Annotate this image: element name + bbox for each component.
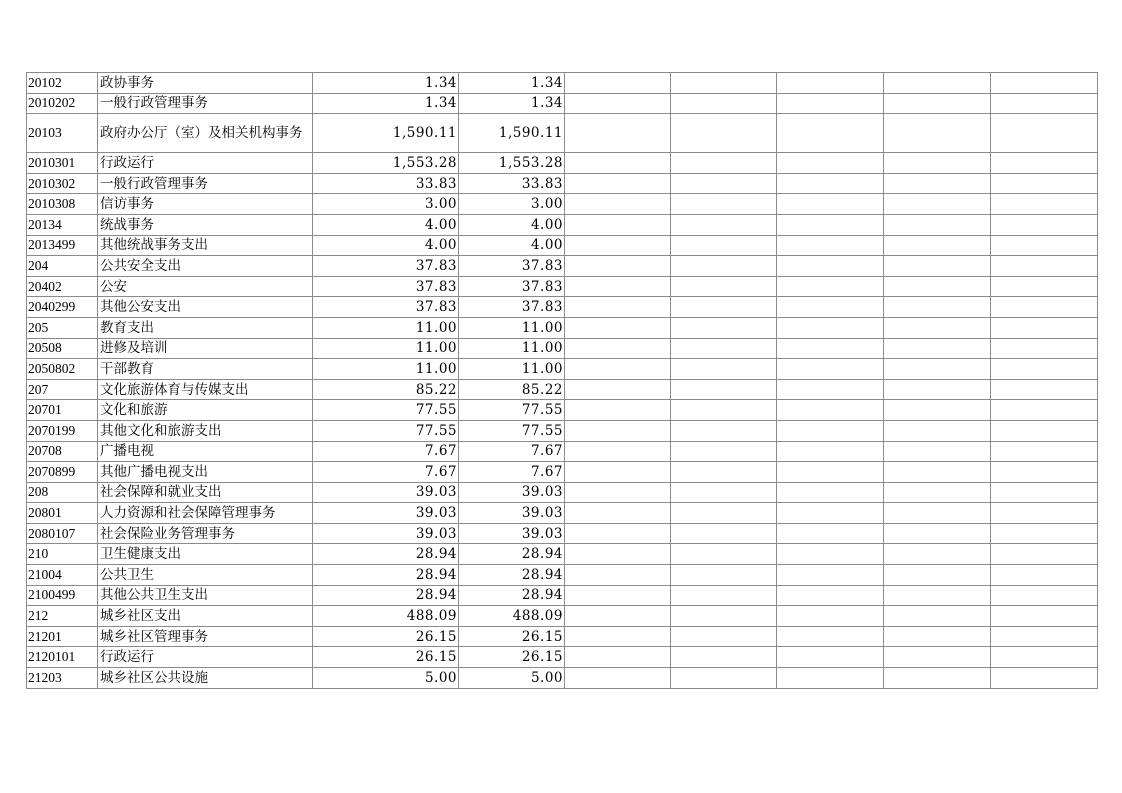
total-amount-cell: 1.34 (313, 73, 459, 94)
empty-cell (777, 420, 884, 441)
subject-name-cell: 城乡社区管理事务 (98, 626, 313, 647)
subject-name-cell: 一般行政管理事务 (98, 93, 313, 114)
table-row (27, 668, 1098, 689)
empty-cell (777, 606, 884, 627)
empty-cell (884, 256, 991, 277)
empty-cell (671, 462, 777, 483)
subject-code-cell: 20103 (27, 114, 98, 153)
empty-cell (671, 114, 777, 153)
expenditure-table (26, 72, 1098, 689)
empty-cell (884, 276, 991, 297)
empty-cell (777, 235, 884, 256)
total-amount-cell: 85.22 (313, 379, 459, 400)
empty-cell (671, 153, 777, 174)
empty-cell (671, 276, 777, 297)
empty-cell (777, 153, 884, 174)
total-amount-cell: 26.15 (313, 647, 459, 668)
empty-cell (991, 462, 1098, 483)
empty-cell (565, 114, 671, 153)
subject-code-cell: 2013499 (27, 235, 98, 256)
empty-cell (991, 338, 1098, 359)
empty-cell (991, 503, 1098, 524)
empty-cell (565, 153, 671, 174)
empty-cell (565, 379, 671, 400)
basic-expenditure-cell: 7.67 (459, 462, 565, 483)
empty-cell (671, 235, 777, 256)
basic-expenditure-cell: 1.34 (459, 93, 565, 114)
total-amount-cell: 39.03 (313, 523, 459, 544)
empty-cell (884, 173, 991, 194)
basic-expenditure-cell: 37.83 (459, 256, 565, 277)
empty-cell (991, 668, 1098, 689)
empty-cell (884, 503, 991, 524)
subject-name-cell: 干部教育 (98, 359, 313, 380)
empty-cell (565, 338, 671, 359)
table-row (27, 235, 1098, 256)
subject-code-cell: 2050802 (27, 359, 98, 380)
empty-cell (777, 626, 884, 647)
empty-cell (777, 297, 884, 318)
table-row (27, 523, 1098, 544)
subject-code-cell: 20701 (27, 400, 98, 421)
empty-cell (777, 379, 884, 400)
empty-cell (884, 317, 991, 338)
empty-cell (777, 585, 884, 606)
empty-cell (991, 544, 1098, 565)
empty-cell (565, 420, 671, 441)
empty-cell (777, 214, 884, 235)
empty-cell (991, 114, 1098, 153)
empty-cell (884, 379, 991, 400)
empty-cell (991, 256, 1098, 277)
empty-cell (884, 482, 991, 503)
empty-cell (777, 400, 884, 421)
table-row (27, 420, 1098, 441)
basic-expenditure-cell: 39.03 (459, 503, 565, 524)
empty-cell (777, 503, 884, 524)
empty-cell (565, 73, 671, 94)
empty-cell (671, 214, 777, 235)
empty-cell (565, 173, 671, 194)
empty-cell (884, 523, 991, 544)
subject-code-cell: 2010301 (27, 153, 98, 174)
table-row (27, 482, 1098, 503)
subject-name-cell: 其他公安支出 (98, 297, 313, 318)
empty-cell (565, 503, 671, 524)
empty-cell (884, 626, 991, 647)
empty-cell (777, 114, 884, 153)
basic-expenditure-cell: 28.94 (459, 585, 565, 606)
table-row (27, 400, 1098, 421)
empty-cell (671, 400, 777, 421)
subject-code-cell: 20708 (27, 441, 98, 462)
empty-cell (671, 173, 777, 194)
empty-cell (884, 544, 991, 565)
basic-expenditure-cell: 28.94 (459, 544, 565, 565)
table-row (27, 565, 1098, 586)
table-row (27, 503, 1098, 524)
empty-cell (565, 441, 671, 462)
subject-code-cell: 207 (27, 379, 98, 400)
empty-cell (884, 441, 991, 462)
empty-cell (884, 647, 991, 668)
empty-cell (671, 503, 777, 524)
subject-code-cell: 20402 (27, 276, 98, 297)
empty-cell (991, 235, 1098, 256)
subject-name-cell: 文化旅游体育与传媒支出 (98, 379, 313, 400)
empty-cell (565, 544, 671, 565)
empty-cell (777, 173, 884, 194)
total-amount-cell: 77.55 (313, 420, 459, 441)
empty-cell (991, 73, 1098, 94)
total-amount-cell: 37.83 (313, 256, 459, 277)
subject-name-cell: 人力资源和社会保障管理事务 (98, 503, 313, 524)
total-amount-cell: 11.00 (313, 338, 459, 359)
table-row (27, 93, 1098, 114)
total-amount-cell: 3.00 (313, 194, 459, 215)
table-row (27, 256, 1098, 277)
total-amount-cell: 28.94 (313, 585, 459, 606)
basic-expenditure-cell: 3.00 (459, 194, 565, 215)
table-row (27, 114, 1098, 153)
empty-cell (671, 297, 777, 318)
empty-cell (991, 214, 1098, 235)
empty-cell (565, 606, 671, 627)
table-row (27, 462, 1098, 483)
empty-cell (565, 214, 671, 235)
table-row (27, 214, 1098, 235)
subject-name-cell: 信访事务 (98, 194, 313, 215)
empty-cell (884, 194, 991, 215)
basic-expenditure-cell: 11.00 (459, 359, 565, 380)
empty-cell (884, 338, 991, 359)
basic-expenditure-cell: 5.00 (459, 668, 565, 689)
empty-cell (884, 668, 991, 689)
table-row (27, 544, 1098, 565)
empty-cell (884, 297, 991, 318)
empty-cell (565, 256, 671, 277)
empty-cell (991, 585, 1098, 606)
table-row (27, 626, 1098, 647)
subject-name-cell: 卫生健康支出 (98, 544, 313, 565)
subject-code-cell: 2010302 (27, 173, 98, 194)
total-amount-cell: 488.09 (313, 606, 459, 627)
subject-code-cell: 2080107 (27, 523, 98, 544)
table-row (27, 73, 1098, 94)
empty-cell (565, 93, 671, 114)
subject-name-cell: 政协事务 (98, 73, 313, 94)
empty-cell (777, 668, 884, 689)
empty-cell (671, 585, 777, 606)
subject-name-cell: 政府办公厅（室）及相关机构事务 (98, 114, 313, 153)
total-amount-cell: 4.00 (313, 235, 459, 256)
empty-cell (884, 606, 991, 627)
empty-cell (671, 420, 777, 441)
subject-name-cell: 公共卫生 (98, 565, 313, 586)
empty-cell (671, 544, 777, 565)
total-amount-cell: 33.83 (313, 173, 459, 194)
empty-cell (565, 668, 671, 689)
table-row (27, 297, 1098, 318)
subject-name-cell: 其他统战事务支出 (98, 235, 313, 256)
empty-cell (777, 359, 884, 380)
empty-cell (565, 317, 671, 338)
empty-cell (777, 93, 884, 114)
table-body (27, 73, 1098, 689)
subject-code-cell: 2070199 (27, 420, 98, 441)
basic-expenditure-cell: 37.83 (459, 297, 565, 318)
empty-cell (991, 173, 1098, 194)
empty-cell (565, 565, 671, 586)
empty-cell (884, 359, 991, 380)
total-amount-cell: 37.83 (313, 276, 459, 297)
empty-cell (565, 400, 671, 421)
empty-cell (671, 93, 777, 114)
empty-cell (671, 626, 777, 647)
subject-code-cell: 21203 (27, 668, 98, 689)
basic-expenditure-cell: 26.15 (459, 626, 565, 647)
subject-name-cell: 行政运行 (98, 647, 313, 668)
empty-cell (991, 606, 1098, 627)
basic-expenditure-cell: 11.00 (459, 338, 565, 359)
basic-expenditure-cell: 1,590.11 (459, 114, 565, 153)
basic-expenditure-cell: 1,553.28 (459, 153, 565, 174)
basic-expenditure-cell: 28.94 (459, 565, 565, 586)
empty-cell (884, 114, 991, 153)
empty-cell (671, 606, 777, 627)
basic-expenditure-cell: 4.00 (459, 235, 565, 256)
empty-cell (884, 462, 991, 483)
subject-name-cell: 公安 (98, 276, 313, 297)
subject-code-cell: 2040299 (27, 297, 98, 318)
subject-name-cell: 其他广播电视支出 (98, 462, 313, 483)
table-row (27, 194, 1098, 215)
empty-cell (671, 194, 777, 215)
total-amount-cell: 26.15 (313, 626, 459, 647)
empty-cell (671, 523, 777, 544)
empty-cell (884, 73, 991, 94)
basic-expenditure-cell: 77.55 (459, 400, 565, 421)
subject-name-cell: 城乡社区公共设施 (98, 668, 313, 689)
total-amount-cell: 1,553.28 (313, 153, 459, 174)
empty-cell (884, 235, 991, 256)
subject-code-cell: 2100499 (27, 585, 98, 606)
total-amount-cell: 28.94 (313, 544, 459, 565)
basic-expenditure-cell: 11.00 (459, 317, 565, 338)
empty-cell (777, 338, 884, 359)
empty-cell (671, 379, 777, 400)
subject-code-cell: 20134 (27, 214, 98, 235)
subject-name-cell: 行政运行 (98, 153, 313, 174)
table-row (27, 606, 1098, 627)
table-row (27, 585, 1098, 606)
empty-cell (777, 256, 884, 277)
empty-cell (777, 194, 884, 215)
subject-code-cell: 20102 (27, 73, 98, 94)
subject-name-cell: 广播电视 (98, 441, 313, 462)
subject-code-cell: 21004 (27, 565, 98, 586)
subject-code-cell: 210 (27, 544, 98, 565)
table-row (27, 276, 1098, 297)
subject-code-cell: 2070899 (27, 462, 98, 483)
empty-cell (884, 400, 991, 421)
subject-code-cell: 208 (27, 482, 98, 503)
empty-cell (991, 420, 1098, 441)
empty-cell (777, 647, 884, 668)
empty-cell (671, 441, 777, 462)
empty-cell (991, 317, 1098, 338)
empty-cell (671, 359, 777, 380)
total-amount-cell: 77.55 (313, 400, 459, 421)
subject-name-cell: 其他文化和旅游支出 (98, 420, 313, 441)
subject-code-cell: 204 (27, 256, 98, 277)
empty-cell (991, 379, 1098, 400)
empty-cell (991, 359, 1098, 380)
total-amount-cell: 39.03 (313, 482, 459, 503)
empty-cell (671, 668, 777, 689)
empty-cell (991, 626, 1098, 647)
empty-cell (671, 565, 777, 586)
total-amount-cell: 39.03 (313, 503, 459, 524)
empty-cell (777, 544, 884, 565)
empty-cell (884, 214, 991, 235)
empty-cell (565, 462, 671, 483)
subject-code-cell: 2010308 (27, 194, 98, 215)
table-row (27, 173, 1098, 194)
subject-code-cell: 20508 (27, 338, 98, 359)
subject-code-cell: 2010202 (27, 93, 98, 114)
basic-expenditure-cell: 77.55 (459, 420, 565, 441)
subject-code-cell: 212 (27, 606, 98, 627)
basic-expenditure-cell: 26.15 (459, 647, 565, 668)
empty-cell (884, 565, 991, 586)
subject-code-cell: 205 (27, 317, 98, 338)
empty-cell (991, 276, 1098, 297)
basic-expenditure-cell: 4.00 (459, 214, 565, 235)
subject-name-cell: 社会保险业务管理事务 (98, 523, 313, 544)
empty-cell (991, 400, 1098, 421)
total-amount-cell: 4.00 (313, 214, 459, 235)
table-row (27, 317, 1098, 338)
empty-cell (884, 420, 991, 441)
table-row (27, 379, 1098, 400)
table-row (27, 153, 1098, 174)
total-amount-cell: 7.67 (313, 441, 459, 462)
table-row (27, 338, 1098, 359)
basic-expenditure-cell: 85.22 (459, 379, 565, 400)
subject-name-cell: 一般行政管理事务 (98, 173, 313, 194)
subject-name-cell: 统战事务 (98, 214, 313, 235)
total-amount-cell: 5.00 (313, 668, 459, 689)
empty-cell (991, 441, 1098, 462)
empty-cell (884, 153, 991, 174)
empty-cell (777, 523, 884, 544)
basic-expenditure-cell: 488.09 (459, 606, 565, 627)
subject-code-cell: 20801 (27, 503, 98, 524)
empty-cell (565, 276, 671, 297)
empty-cell (884, 585, 991, 606)
empty-cell (565, 482, 671, 503)
empty-cell (777, 441, 884, 462)
empty-cell (777, 482, 884, 503)
total-amount-cell: 28.94 (313, 565, 459, 586)
total-amount-cell: 11.00 (313, 317, 459, 338)
total-amount-cell: 37.83 (313, 297, 459, 318)
empty-cell (671, 256, 777, 277)
empty-cell (671, 317, 777, 338)
empty-cell (565, 359, 671, 380)
total-amount-cell: 1.34 (313, 93, 459, 114)
empty-cell (565, 523, 671, 544)
table-row (27, 359, 1098, 380)
empty-cell (671, 647, 777, 668)
empty-cell (777, 276, 884, 297)
basic-expenditure-cell: 7.67 (459, 441, 565, 462)
subject-name-cell: 城乡社区支出 (98, 606, 313, 627)
empty-cell (565, 647, 671, 668)
basic-expenditure-cell: 39.03 (459, 482, 565, 503)
empty-cell (991, 93, 1098, 114)
empty-cell (671, 338, 777, 359)
empty-cell (671, 482, 777, 503)
subject-code-cell: 2120101 (27, 647, 98, 668)
total-amount-cell: 1,590.11 (313, 114, 459, 153)
empty-cell (565, 194, 671, 215)
empty-cell (991, 523, 1098, 544)
empty-cell (991, 194, 1098, 215)
basic-expenditure-cell: 37.83 (459, 276, 565, 297)
subject-name-cell: 教育支出 (98, 317, 313, 338)
subject-name-cell: 进修及培训 (98, 338, 313, 359)
basic-expenditure-cell: 33.83 (459, 173, 565, 194)
empty-cell (565, 297, 671, 318)
total-amount-cell: 11.00 (313, 359, 459, 380)
subject-name-cell: 文化和旅游 (98, 400, 313, 421)
empty-cell (991, 482, 1098, 503)
subject-name-cell: 社会保障和就业支出 (98, 482, 313, 503)
empty-cell (777, 73, 884, 94)
subject-code-cell: 21201 (27, 626, 98, 647)
empty-cell (884, 93, 991, 114)
basic-expenditure-cell: 1.34 (459, 73, 565, 94)
empty-cell (991, 297, 1098, 318)
empty-cell (565, 585, 671, 606)
empty-cell (565, 626, 671, 647)
empty-cell (671, 73, 777, 94)
empty-cell (991, 647, 1098, 668)
empty-cell (777, 565, 884, 586)
empty-cell (565, 235, 671, 256)
empty-cell (777, 317, 884, 338)
total-amount-cell: 7.67 (313, 462, 459, 483)
subject-name-cell: 公共安全支出 (98, 256, 313, 277)
table-row (27, 441, 1098, 462)
basic-expenditure-cell: 39.03 (459, 523, 565, 544)
table-row (27, 647, 1098, 668)
empty-cell (991, 565, 1098, 586)
empty-cell (991, 153, 1098, 174)
subject-name-cell: 其他公共卫生支出 (98, 585, 313, 606)
empty-cell (777, 462, 884, 483)
